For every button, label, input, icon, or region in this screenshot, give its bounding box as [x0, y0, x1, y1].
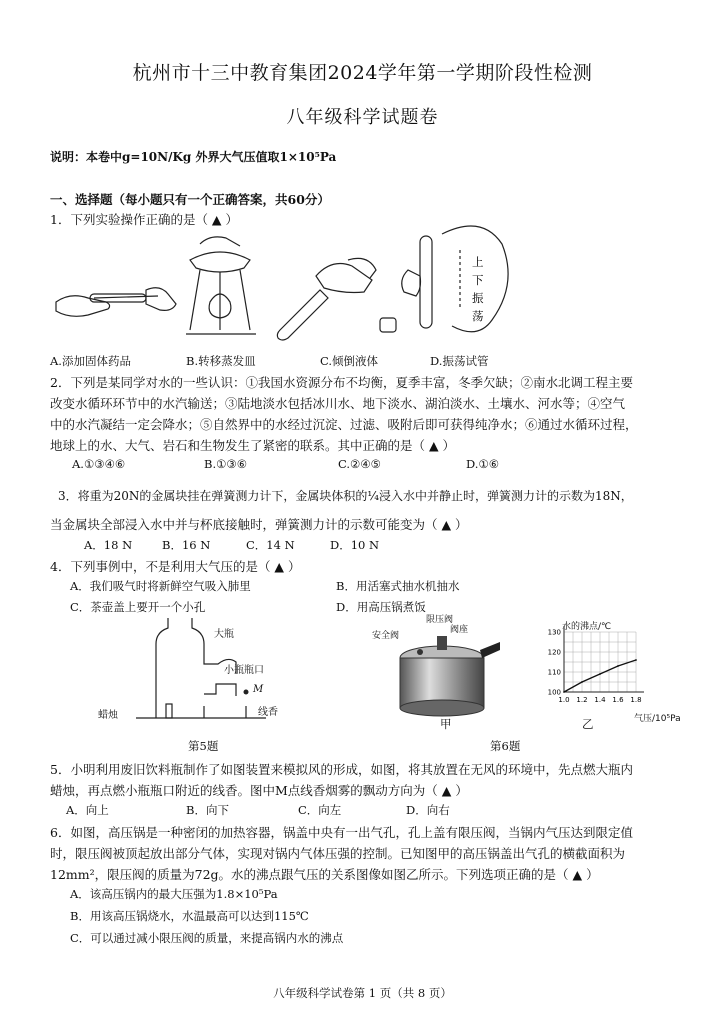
chart-y-tick-label: 120 [547, 648, 561, 657]
chart-y-tick-label: 130 [547, 628, 561, 637]
q6-option-a[interactable]: A．该高压锅内的最大压强为1.8×10⁵Pa [70, 887, 278, 901]
q5-option-a[interactable]: A．向上 [66, 803, 109, 817]
q1-option-c[interactable]: C.倾倒液体 [320, 354, 379, 368]
chart-x-tick-label: 1.4 [594, 696, 606, 704]
q5-line-2: 蜡烛，再点燃小瓶瓶口附近的线香。图中M点线香烟雾的飘动方向为（ ▲ ） [50, 783, 468, 798]
exam-note: 说明：本卷中g=10N/Kg 外界大气压值取1×10⁵Pa [50, 150, 337, 164]
chart-y-tick-label: 110 [547, 668, 561, 677]
q1-figure-d [402, 226, 508, 332]
chart-x-tick-label: 1.8 [630, 696, 642, 704]
q2-option-b[interactable]: B.①③⑥ [204, 457, 248, 471]
boiling-point-chart [540, 624, 660, 720]
q6-option-b[interactable]: B．用该高压锅烧水，水温最高可以达到115℃ [70, 909, 309, 923]
chart-xlabel: 气压/10⁵Pa [634, 714, 681, 724]
q5-option-c[interactable]: C．向左 [298, 803, 342, 817]
fig6-label-yi: 乙 [582, 717, 594, 731]
q3-option-c[interactable]: C．14 N [246, 538, 295, 552]
chart-x-tick-label: 1.0 [558, 696, 570, 704]
fig6-label-pressure-valve: 限压阀 [426, 615, 454, 625]
q2-option-d[interactable]: D.①⑥ [466, 457, 500, 471]
chart-data-point [563, 691, 565, 693]
q3-option-d[interactable]: D．10 N [330, 538, 380, 552]
chart-ylabel: 水的沸点/℃ [562, 622, 612, 632]
shake-label-2: 下 [472, 273, 484, 287]
q1-option-b[interactable]: B.转移蒸发皿 [186, 354, 256, 368]
q6-line-2: 时，限压阀被顶起放出部分气体，实现对锅内气体压强的控制。已知图甲的高压锅盖出气孔的横截面积为 [50, 846, 626, 861]
chart-data-point [617, 665, 619, 667]
fig5-label-big-bottle: 大瓶 [214, 629, 234, 640]
q2-option-a[interactable]: A.①③④⑥ [72, 457, 126, 471]
fig5-label-incense: 线香 [258, 707, 278, 718]
q4-option-c[interactable]: C．茶壶盖上要开一个小孔 [70, 600, 206, 614]
q2-option-c[interactable]: C.②④⑤ [338, 457, 381, 471]
point-m-marker [244, 690, 249, 695]
fig6-label-jia: 甲 [440, 717, 452, 731]
q3-option-a[interactable]: A．18 N [84, 538, 133, 552]
q2-line-4: 地球上的水、大气、岩石和生物发生了紧密的联系。其中正确的是（ ▲ ） [50, 438, 456, 453]
fig5-caption: 第5题 [188, 739, 219, 753]
shake-label-3: 振 [472, 291, 484, 305]
q4-stem: 4．下列事例中，不是利用大气压的是（ ▲ ） [50, 559, 301, 574]
q5-line-1: 5．小明利用废旧饮料瓶制作了如图装置来模拟风的形成，如图，将其放置在无风的环境中，先点燃大瓶内 [50, 762, 633, 777]
q1-option-d[interactable]: D.振荡试管 [430, 354, 489, 368]
figure-6-pressure-cooker [390, 628, 500, 720]
fig5-label-small-bottle-mouth: 小瓶瓶口 [224, 665, 264, 676]
chart-data-point [635, 659, 637, 661]
fig6-label-valve-seat: 阀座 [450, 625, 469, 635]
q2-line-3: 中的水汽凝结一定会降水；⑤自然界中的水经过沉淀、过滤、吸附后即可获得纯净水；⑥通过水循环过程， [50, 417, 638, 432]
chart-data-point [599, 673, 601, 675]
q3-line-2: 当金属块全部浸入水中并与杯底接触时，弹簧测力计的示数可能变为（ ▲ ） [50, 517, 468, 532]
exam-subtitle: 八年级科学试题卷 [286, 107, 439, 128]
q2-line-1: 2．下列是某同学对水的一些认识：①我国水资源分布不均衡，夏季丰富，冬季欠缺；②南水北调工程主要 [50, 375, 633, 390]
q1-figures [50, 230, 510, 350]
q1-figure-b [186, 237, 256, 334]
shake-label-4: 荡 [472, 309, 484, 323]
q2-line-2: 改变水循环环节中的水汽输送；③陆地淡水包括冰川水、地下淡水、湖泊淡水、土壤水、河水等；④空气 [50, 396, 626, 411]
fig5-label-candle: 蜡烛 [98, 710, 118, 721]
q4-option-a[interactable]: A．我们吸气时将新鲜空气吸入肺里 [70, 579, 251, 593]
q5-option-b[interactable]: B．向下 [186, 803, 229, 817]
q6-line-3: 12mm²，限压阀的质量为72g。水的沸点跟气压的关系图像如图乙所示。下列选项正确的是（ ▲ ） [50, 867, 599, 882]
q4-option-d[interactable]: D．用高压锅煮饭 [336, 600, 426, 614]
q1-figure-a [56, 288, 176, 317]
shake-label-1: 上 [472, 255, 484, 269]
q1-figure-c [277, 258, 396, 340]
fig6-caption: 第6题 [490, 739, 521, 753]
q6-option-c[interactable]: C．可以通过减小限压阀的质量，来提高锅内水的沸点 [70, 931, 344, 945]
page-footer: 八年级科学试卷第 1 页（共 8 页） [273, 986, 452, 1000]
q1-option-a[interactable]: A.添加固体药品 [50, 354, 131, 368]
chart-x-tick-label: 1.6 [612, 696, 624, 704]
chart-y-tick-label: 100 [547, 688, 561, 697]
chart-x-tick-label: 1.2 [576, 696, 588, 704]
q5-option-d[interactable]: D．向右 [406, 803, 450, 817]
exam-title: 杭州市十三中教育集团2024学年第一学期阶段性检测 [132, 62, 593, 84]
q4-option-b[interactable]: B．用活塞式抽水机抽水 [336, 579, 460, 593]
q3-option-b[interactable]: B．16 N [162, 538, 211, 552]
q3-line-1: 3．将重为20N的金属块挂在弹簧测力计下，金属块体积的¼浸入水中并静止时，弹簧测力计的示数为18N， [58, 489, 633, 503]
chart-data-point [581, 681, 583, 683]
q1-stem: 1．下列实验操作正确的是（ ▲ ） [50, 212, 239, 227]
q6-line-1: 6．如图，高压锅是一种密闭的加热容器，锅盖中央有一出气孔，孔上盖有限压阀，当锅内气压达到限定值 [50, 825, 633, 840]
section-heading: 一、选择题（每小题只有一个正确答案，共60分） [50, 192, 330, 207]
fig6-label-safety-valve: 安全阀 [372, 631, 400, 641]
fig5-label-m: M [253, 684, 264, 695]
